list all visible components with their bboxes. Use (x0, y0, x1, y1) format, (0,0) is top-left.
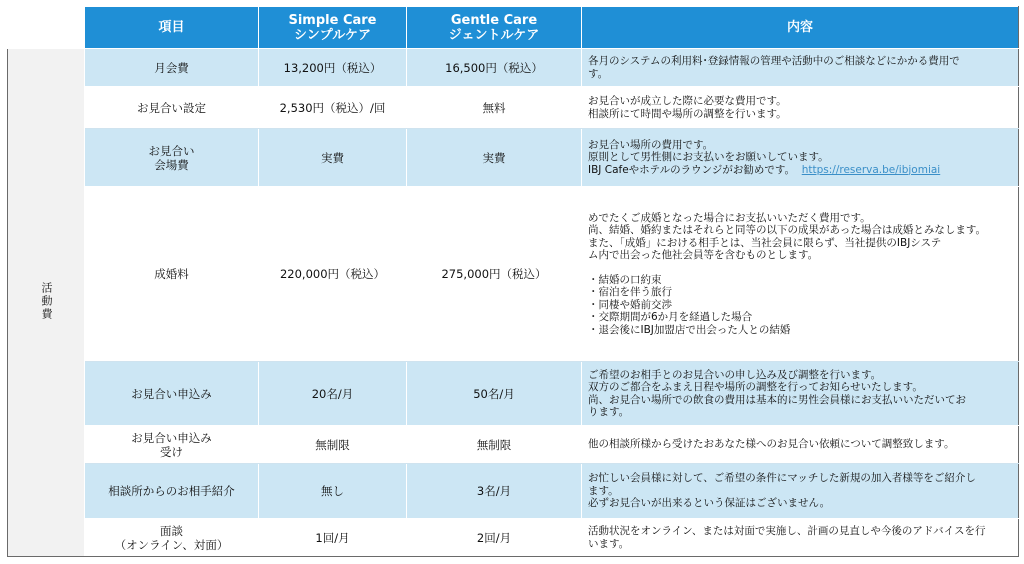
list-item: ・同棲や婚前交渉 (588, 298, 672, 311)
table-row (8, 426, 1019, 464)
desc-line: 各月のシステムの利用料･登録情報の管理や活動中のご相談などにかかる費用で (588, 55, 960, 67)
desc-line: 原則として男性側にお支払いをお願いしています。 (588, 151, 829, 164)
item-label: 月会費 (154, 60, 189, 75)
simple-cell: 1回/月 (259, 519, 407, 557)
table-row (8, 187, 1019, 362)
header-simple-ja: シンプルケア (294, 27, 371, 43)
desc-line: ります。 (588, 406, 630, 418)
header-simple-en: Simple Care (288, 12, 377, 28)
desc-line: めでたくご成婚となった場合にお支払いいただく費用です。 (588, 211, 871, 224)
item-cell (85, 362, 259, 426)
gentle-cell: 16,500円（税込） (407, 49, 582, 87)
pricing-table (7, 6, 1019, 557)
desc-line: 他の相談所様から受けたおあなた様へのお見合い依頼について調整致します。 (588, 438, 955, 451)
desc-line: お見合いが成立した際に必要な費用です。 (588, 95, 787, 107)
list-item: ・退会後にIBJ加盟店で出会った人との結婚 (588, 323, 791, 336)
item-label: 面談 (160, 523, 183, 538)
desc-cell (582, 519, 1019, 557)
table-row (8, 87, 1019, 129)
table-row (8, 464, 1019, 519)
desc-text: IBJ Cafeやホテルのラウンジがお勧めです。 (588, 163, 796, 176)
item-cell (85, 426, 259, 464)
desc-line: お忙しい会員様に対して、ご希望の条件にマッチした新規の加入者様等をご紹介し (588, 472, 976, 485)
simple-cell: 実費 (259, 129, 407, 187)
desc-line: ム内で出会った他社会員等を含むものとします。 (588, 249, 819, 262)
header-simple-care (259, 7, 407, 49)
header-blank (8, 7, 85, 49)
header-gentle-ja: ジェントルケア (448, 27, 540, 43)
item-label: 成婚料 (154, 267, 189, 281)
desc-line: す。 (588, 67, 609, 80)
desc-line: 必ずお見合いが出来るという保証はございません。 (588, 497, 831, 510)
desc-line: 尚、お見合い場所での飲食の費用は基本的に男性会員様にお支払いいただいてお (588, 393, 966, 406)
desc-line (588, 164, 1015, 177)
item-label: お見合い (148, 143, 195, 158)
simple-cell: 13,200円（税込） (259, 49, 407, 87)
desc-line: 尚、結婚、婚約またはそれらと同等の以下の成果があった場合は成婚とみなします。 (588, 224, 987, 237)
desc-cell (582, 464, 1019, 519)
gentle-cell: 3名/月 (407, 464, 582, 519)
list-item: ・交際期間が6か月を経過した場合 (588, 311, 753, 324)
header-content: 内容 (582, 7, 1019, 49)
gentle-cell: 50名/月 (407, 362, 582, 426)
category-cell (8, 49, 85, 557)
header-gentle-care (407, 7, 582, 49)
list-item: ・結婚の口約束 (588, 273, 662, 286)
table-row (8, 129, 1019, 187)
desc-line: 相談所にて時間や場所の調整を行います。 (588, 107, 787, 120)
desc-cell (582, 129, 1019, 187)
item-cell (85, 49, 259, 87)
item-cell (85, 87, 259, 129)
table-row (8, 519, 1019, 557)
item-cell (85, 129, 259, 187)
item-label: 会場費 (154, 157, 189, 172)
desc-cell (582, 426, 1019, 464)
spacer (588, 262, 1015, 274)
desc-line: 双方のご都合をふまえ日程や場所の調整を行ってお知らせいたします。 (588, 381, 923, 393)
category-label: 活動費 (40, 281, 53, 321)
desc-line: います。 (588, 537, 630, 550)
desc-cell (582, 362, 1019, 426)
table-row (8, 362, 1019, 426)
reservation-link[interactable]: https://reserva.be/ibjomiai (801, 163, 941, 176)
item-cell (85, 519, 259, 557)
gentle-cell: 2回/月 (407, 519, 582, 557)
header-item: 項目 (85, 7, 259, 49)
gentle-cell: 無制限 (407, 426, 582, 464)
desc-line: ご希望のお相手とのお見合いの申し込み及び調整を行います。 (588, 368, 882, 381)
item-cell (85, 464, 259, 519)
item-label: お見合い設定 (137, 100, 206, 115)
desc-line: ます。 (588, 484, 619, 497)
desc-cell (582, 87, 1019, 129)
item-cell (85, 187, 259, 362)
desc-line: 活動状況をオンライン、または対面で実施し、計画の見直しや今後のアドバイスを行 (588, 525, 986, 537)
simple-cell: 20名/月 (259, 362, 407, 426)
item-label: 受け (160, 444, 183, 459)
table-row (8, 49, 1019, 87)
list-item: ・宿泊を伴う旅行 (588, 286, 672, 299)
simple-cell: 220,000円（税込） (259, 187, 407, 362)
item-label: お見合い申込み (131, 386, 212, 401)
simple-cell: 無し (259, 464, 407, 519)
desc-cell (582, 49, 1019, 87)
desc-line: また、「成婚」における相手とは、当社会員に限らず、当社提供のIBJシステ (588, 236, 942, 249)
item-label: （オンライン、対面） (114, 537, 229, 552)
gentle-cell: 実費 (407, 129, 582, 187)
gentle-cell: 無料 (407, 87, 582, 129)
item-label: 相談所からのお相手紹介 (108, 484, 235, 498)
simple-cell: 2,530円（税込）/回 (259, 87, 407, 129)
gentle-cell: 275,000円（税込） (407, 187, 582, 362)
desc-line: お見合い場所の費用です。 (588, 138, 714, 151)
header-gentle-en: Gentle Care (450, 12, 538, 28)
item-label: お見合い申込み (131, 430, 212, 445)
desc-cell (582, 187, 1019, 362)
header-row (8, 7, 1019, 49)
simple-cell: 無制限 (259, 426, 407, 464)
